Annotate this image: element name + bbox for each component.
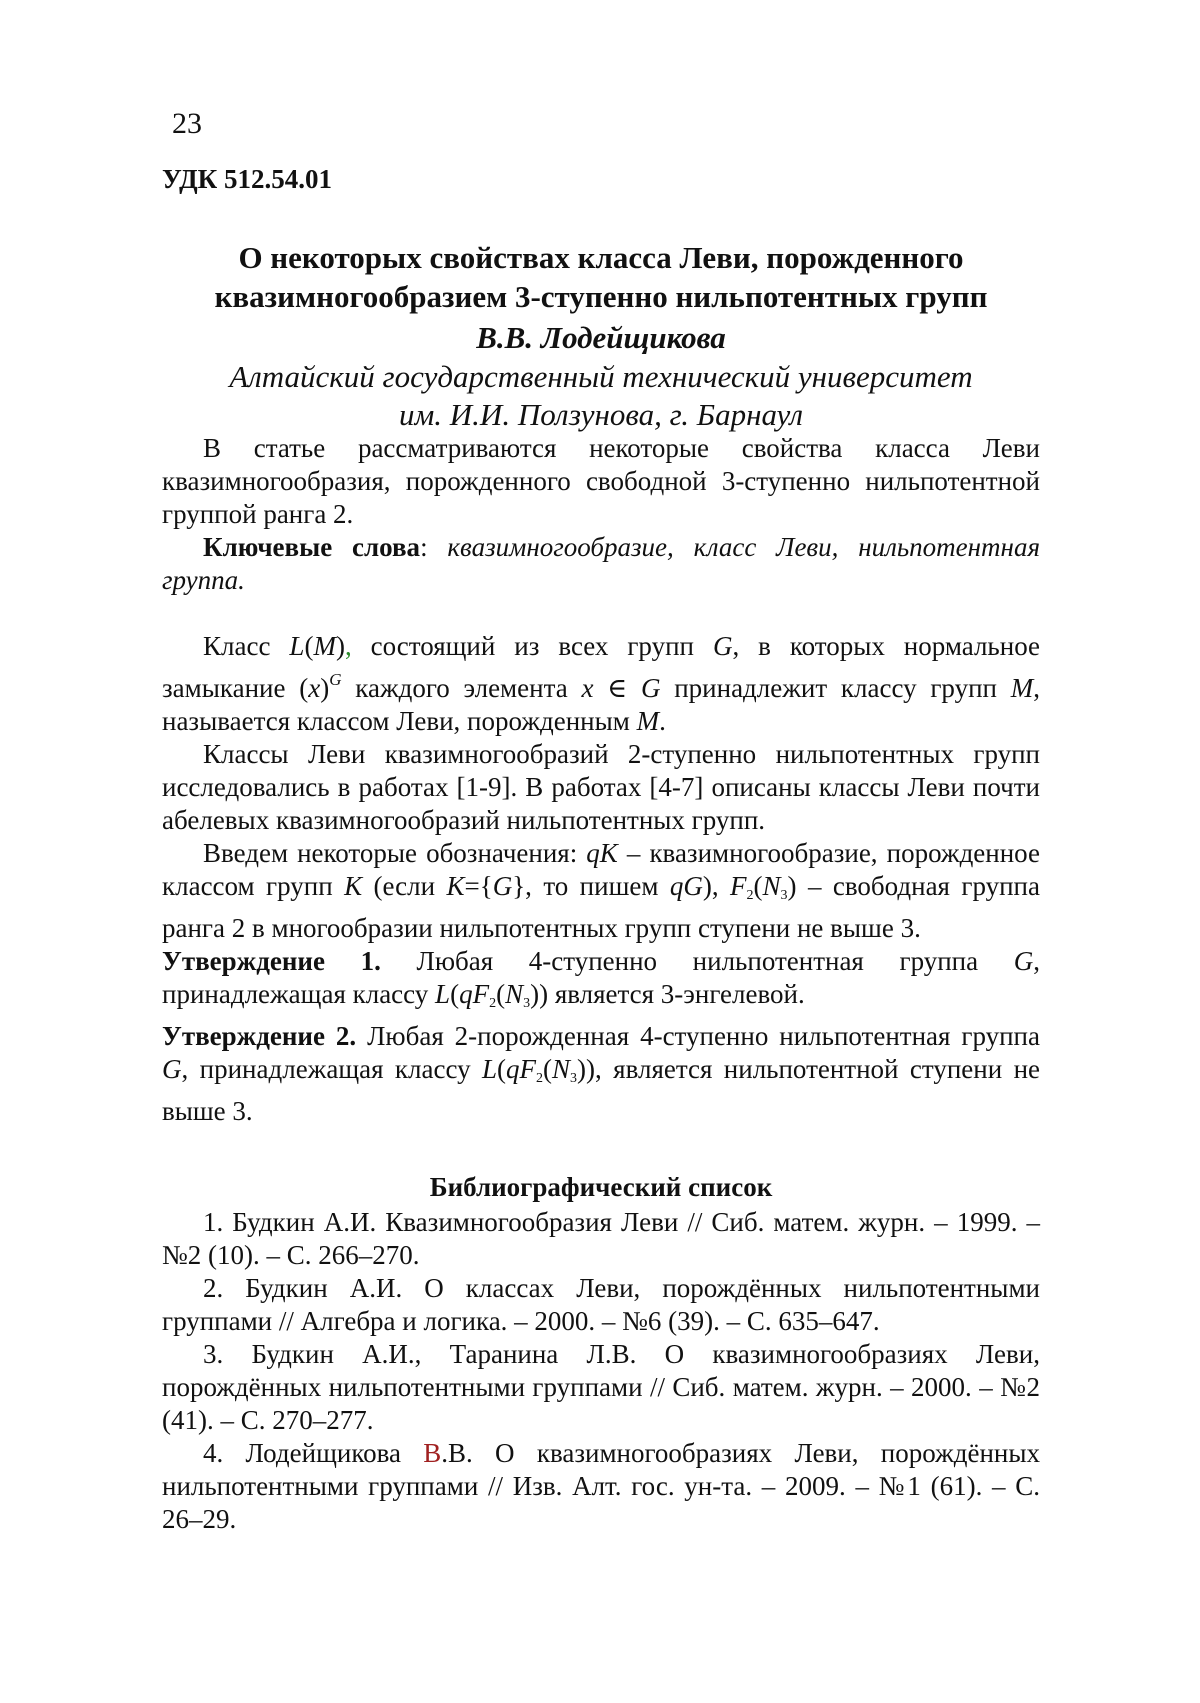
main-text <box>162 630 1040 1128</box>
bibliography-heading: Библиографический список <box>162 1172 1040 1203</box>
affiliation-line-2: им. И.И. Ползунова, г. Барнаул <box>162 396 1040 434</box>
paragraph-previous-work: Классы Леви квазимногообразий 2-ступенно нильпотентных групп исследовались в работах [1-9]. В работах [4-7] описаны классы Леви почти абелевых квазимногообразий нильпотентных групп. <box>162 738 1040 837</box>
bibliography-list <box>162 1206 1040 1536</box>
bib-item-1: 1. Будкин А.И. Квазимногообразия Леви // Сиб. матем. журн. – 1999. – №2 (10). – С. 266–270. <box>162 1206 1040 1272</box>
paragraph-notation: Введем некоторые обозначения: qK – квазимногообразие, порожденное классом групп K (если K={G}, то пишем qG), F2(N3) – свободная группа ранга 2 в многообразии нильпотентных групп ступени не выше 3. <box>162 837 1040 945</box>
title-line-2: квазимногообразием 3-ступенно нильпотентных групп <box>162 277 1040 316</box>
affiliation <box>162 358 1040 434</box>
bib-item-4: 4. Лодейщикова В.В. О квазимногообразиях Леви, порождённых нильпотентными группами // Изв. Алт. гос. ун-та. – 2009. – №1 (61). – С. 26–29. <box>162 1437 1040 1536</box>
abstract: В статье рассматриваются некоторые свойства класса Леви квазимногообразия, порожденного свободной 3-ступенно нильпотентной группой ранга 2. <box>162 432 1040 531</box>
page-number: 23 <box>172 107 202 141</box>
paper-title <box>162 238 1040 316</box>
title-line-1: О некоторых свойствах класса Леви, порожденного <box>162 238 1040 277</box>
keywords: Ключевые слова: квазимногообразие, класс Леви, нильпотентная группа. <box>162 531 1040 597</box>
bib-item-2: 2. Будкин А.И. О классах Леви, порождённых нильпотентными группами // Алгебра и логика. – 2000. – №6 (39). – С. 635–647. <box>162 1272 1040 1338</box>
udk-code: УДК 512.54.01 <box>162 164 332 195</box>
statement-1: Утверждение 1. Любая 4-ступенно нильпотентная группа G, принадлежащая классу L(qF2(N3)) является 3-энгелевой. <box>162 945 1040 1020</box>
statement-2-label: Утверждение 2. <box>162 1021 356 1051</box>
author: В.В. Лодейщикова <box>162 318 1040 357</box>
bib-item-3: 3. Будкин А.И., Таранина Л.В. О квазимногообразиях Леви, порождённых нильпотентными группами // Сиб. матем. журн. – 2000. – №2 (41). – С. 270–277. <box>162 1338 1040 1437</box>
keywords-list: квазимногообразие, класс Леви, нильпотентная группа. <box>162 532 1040 595</box>
keywords-label: Ключевые слова <box>203 532 420 562</box>
statement-2: Утверждение 2. Любая 2-порожденная 4-ступенно нильпотентная группа G, принадлежащая классу L(qF2(N3)), является нильпотентной ступени не выше 3. <box>162 1020 1040 1128</box>
paragraph-levi-definition: Класс L(M), состоящий из всех групп G, в которых нормальное замыкание (x)G каждого элемента x ∈ G принадлежит классу групп M, называется классом Леви, порожденным M. <box>162 630 1040 738</box>
abstract-block <box>162 432 1040 597</box>
affiliation-line-1: Алтайский государственный технический университет <box>162 358 1040 396</box>
statement-1-label: Утверждение 1. <box>162 946 381 976</box>
